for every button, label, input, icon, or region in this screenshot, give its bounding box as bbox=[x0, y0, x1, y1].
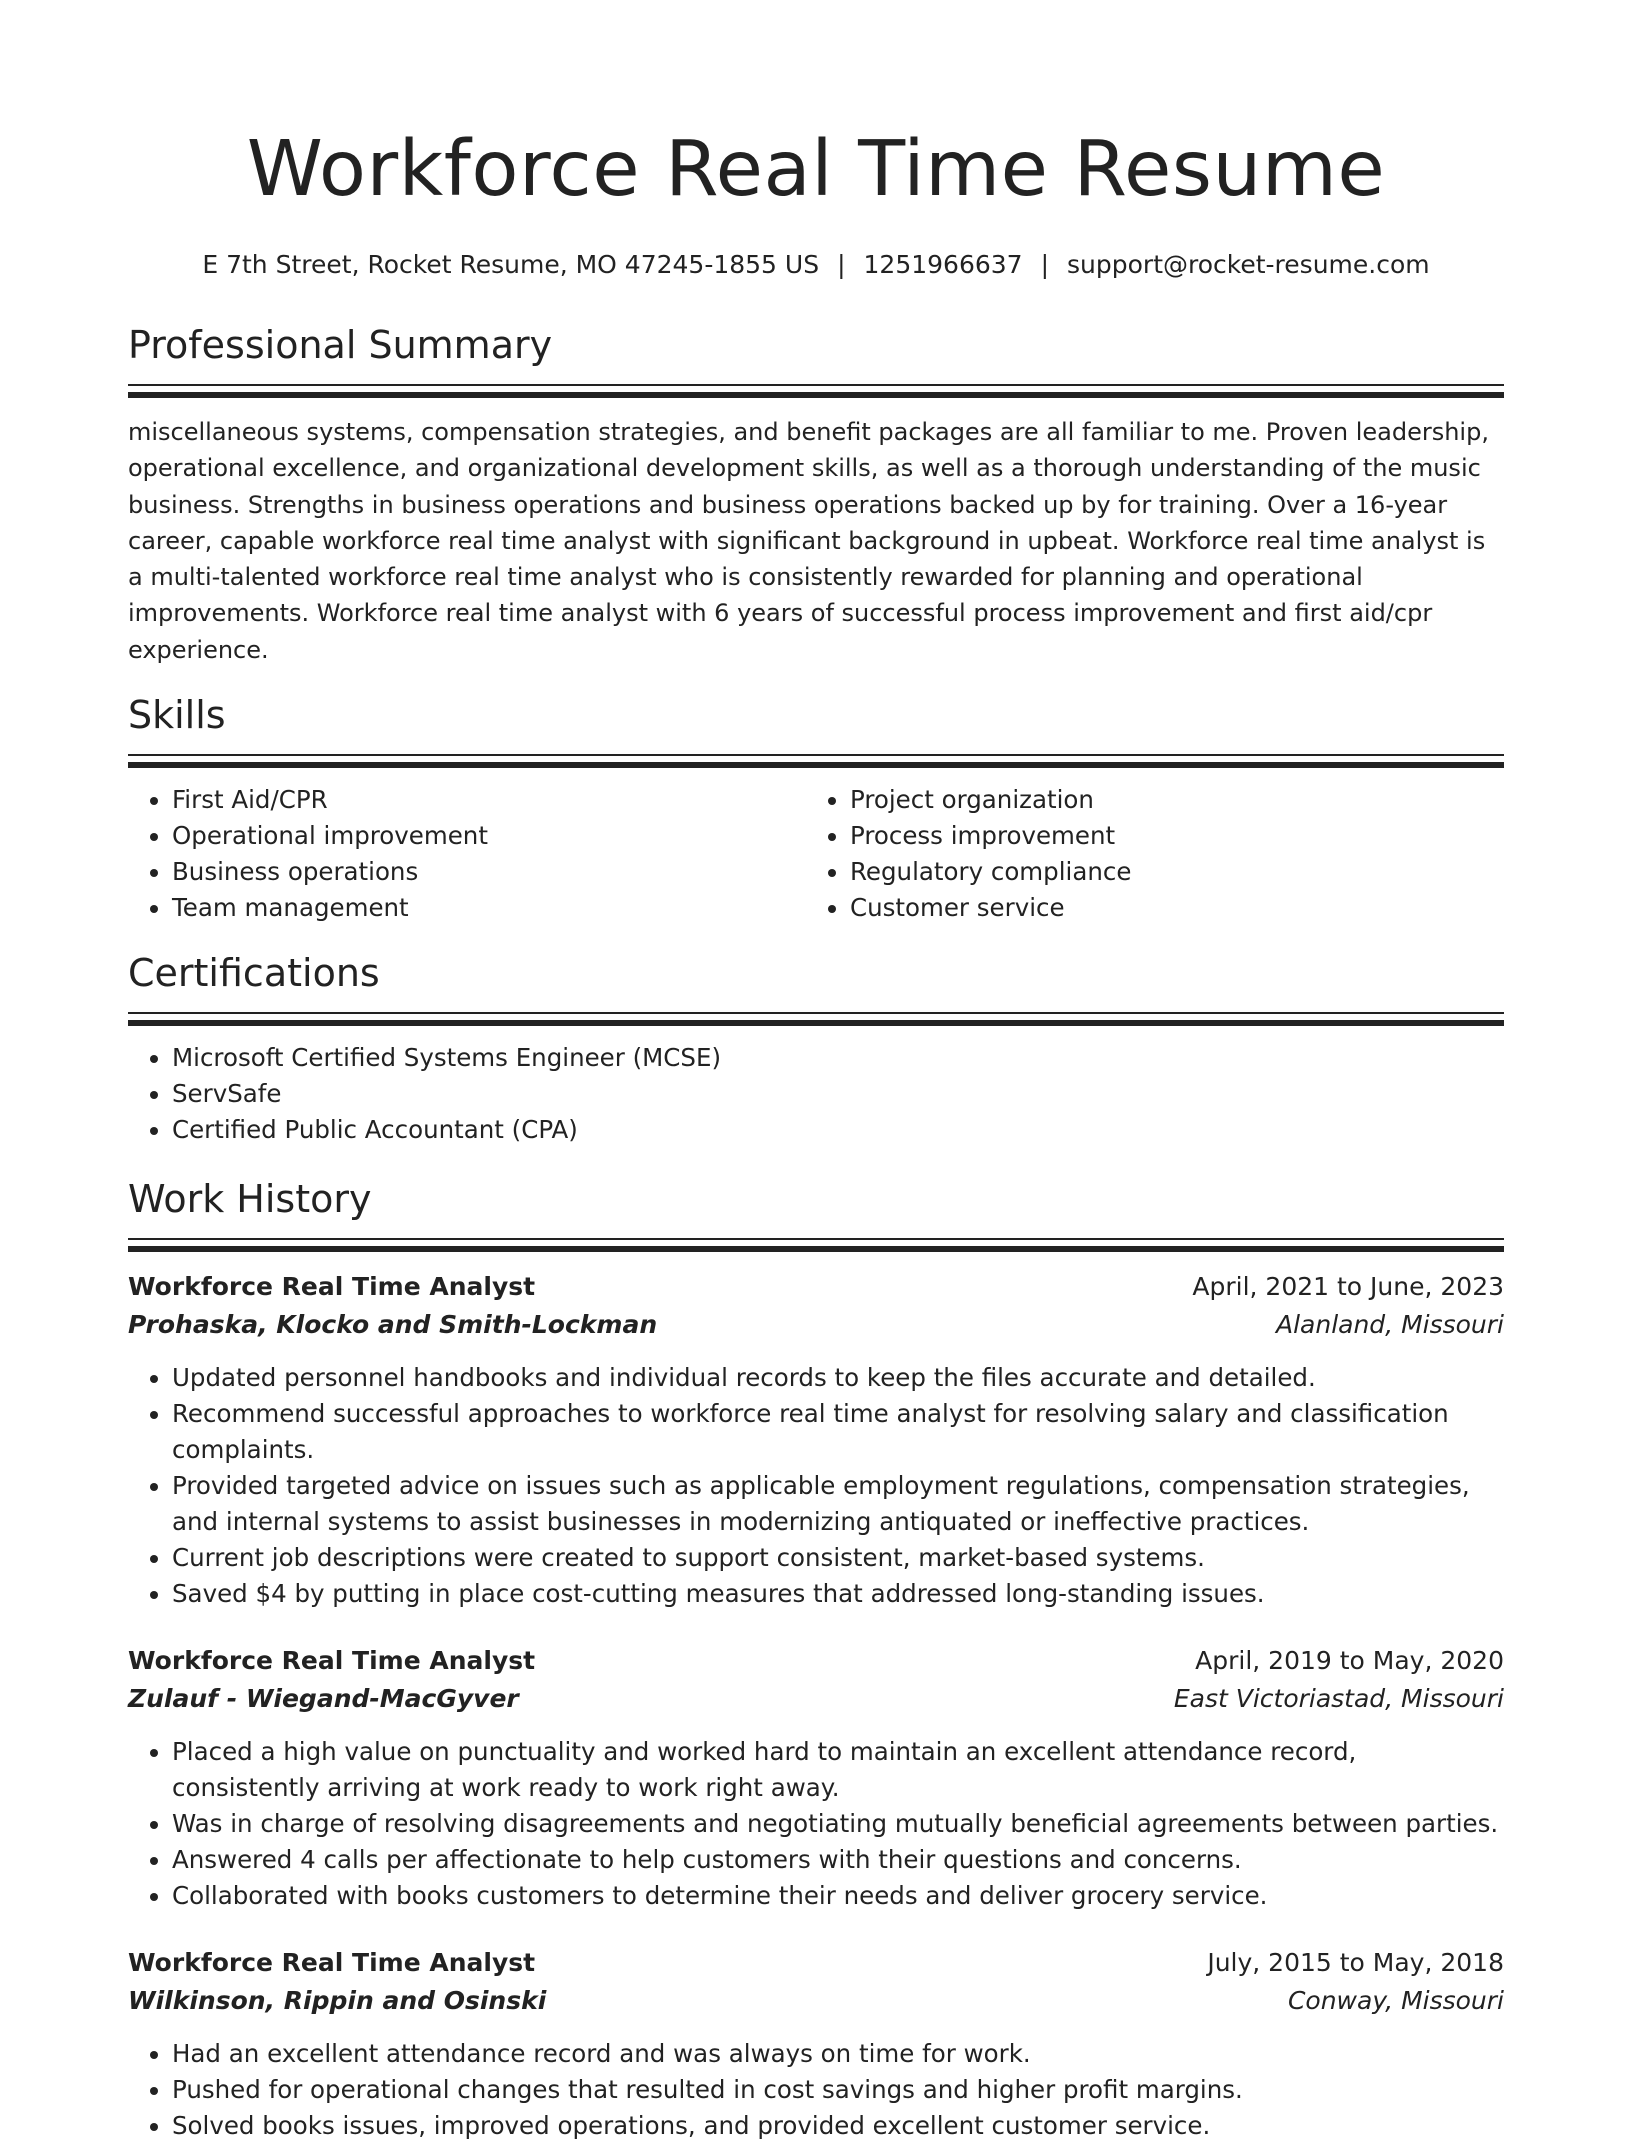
certification-item: • ServSafe bbox=[172, 1076, 1504, 1112]
job-header bbox=[128, 1944, 1504, 1982]
contact-phone: 1251966637 bbox=[863, 250, 1023, 279]
skill-item: • Regulatory compliance bbox=[850, 854, 1484, 890]
job-location: East Victoriastad, Missouri bbox=[1173, 1684, 1504, 1714]
job-bullet: • Pushed for operational changes that resulted in cost savings and higher profit margins. bbox=[172, 2072, 1504, 2108]
resume-page bbox=[128, 0, 1504, 2144]
skills-columns bbox=[128, 782, 1504, 926]
job-title: Workforce Real Time Analyst bbox=[128, 1646, 536, 1676]
work-history-section bbox=[128, 1174, 1504, 2144]
contact-email: support@rocket-resume.com bbox=[1067, 250, 1430, 279]
job-bullet: • Collaborated with books customers to determine their needs and deliver grocery service. bbox=[172, 1878, 1504, 1914]
summary-heading: Professional Summary bbox=[128, 323, 553, 367]
job-company: Prohaska, Klocko and Smith-Lockman bbox=[128, 1310, 658, 1340]
job-subheader bbox=[128, 1306, 1504, 1344]
job-bullet: • Answered 4 calls per affectionate to help customers with their questions and concerns. bbox=[172, 1842, 1504, 1878]
contact-address: E 7th Street, Rocket Resume, MO 47245-1855 US bbox=[202, 250, 820, 279]
job-bullets bbox=[128, 1734, 1504, 1914]
contact-separator: | bbox=[837, 250, 846, 279]
summary-section bbox=[128, 320, 1504, 668]
section-rule-thick bbox=[128, 1246, 1504, 1252]
job-bullet: • Placed a high value on punctuality and worked hard to maintain an excellent attendance record, consistently arriving at work ready to work right away. bbox=[172, 1734, 1504, 1806]
job-location: Alanland, Missouri bbox=[1275, 1310, 1504, 1340]
job-company: Wilkinson, Rippin and Osinski bbox=[128, 1986, 547, 2016]
skills-list-right bbox=[806, 782, 1484, 926]
job-dates: July, 2015 to May, 2018 bbox=[1207, 1948, 1504, 1978]
certification-item: • Certified Public Accountant (CPA) bbox=[172, 1112, 1504, 1148]
section-rule bbox=[128, 1238, 1504, 1240]
job-dates: April, 2019 to May, 2020 bbox=[1195, 1646, 1504, 1676]
section-rule-thick bbox=[128, 762, 1504, 768]
job-bullet: • Provided targeted advice on issues such as applicable employment regulations, compensation strategies, and internal systems to assist businesses in modernizing antiquated or ineffective practices. bbox=[172, 1468, 1504, 1540]
skill-item: • Team management bbox=[172, 890, 806, 926]
contact-line bbox=[128, 248, 1504, 282]
job-subheader bbox=[128, 1982, 1504, 2020]
job-bullet: • Saved $4 by putting in place cost-cutting measures that addressed long-standing issues. bbox=[172, 1576, 1504, 1612]
skills-heading: Skills bbox=[128, 693, 226, 738]
skill-item: • Business operations bbox=[172, 854, 806, 890]
certifications-list bbox=[128, 1040, 1504, 1148]
certifications-section bbox=[128, 948, 1504, 1148]
job-title: Workforce Real Time Analyst bbox=[128, 1272, 536, 1302]
section-rule bbox=[128, 384, 1504, 386]
job-subheader bbox=[128, 1680, 1504, 1718]
job-bullet: • Solved books issues, improved operations, and provided excellent customer service. bbox=[172, 2108, 1504, 2144]
skill-item: • Process improvement bbox=[850, 818, 1484, 854]
job-header bbox=[128, 1642, 1504, 1680]
summary-text: miscellaneous systems, compensation strategies, and benefit packages are all familiar to me. Proven leadership, operational excellence, and organizational development skills, as well as a thorough understanding of the music business. Strengths in business operations and business operations backed up by for training. Over a 16-year career, capable workforce real time analyst with significant background in upbeat. Workforce real time analyst is a multi-talented workforce real time analyst who is consistently rewarded for planning and operational improvements. Workforce real time analyst with 6 years of successful process improvement and first aid/cpr experience. bbox=[128, 418, 1489, 664]
certification-item: • Microsoft Certified Systems Engineer (MCSE) bbox=[172, 1040, 1504, 1076]
skills-list-left bbox=[128, 782, 806, 926]
job-bullets bbox=[128, 1360, 1504, 1612]
contact-separator: | bbox=[1040, 250, 1050, 279]
job-bullet: • Current job descriptions were created to support consistent, market-based systems. bbox=[172, 1540, 1504, 1576]
section-rule-thick bbox=[128, 392, 1504, 398]
section-rule bbox=[128, 754, 1504, 756]
certifications-heading: Certifications bbox=[128, 951, 380, 996]
job-bullet: • Was in charge of resolving disagreements and negotiating mutually beneficial agreements between parties. bbox=[172, 1806, 1504, 1842]
job-entry bbox=[128, 1268, 1504, 1612]
skill-item: • Customer service bbox=[850, 890, 1484, 926]
job-bullet: • Recommend successful approaches to workforce real time analyst for resolving salary and classification complaints. bbox=[172, 1396, 1504, 1468]
skills-section bbox=[128, 690, 1504, 926]
job-bullet: • Updated personnel handbooks and individual records to keep the files accurate and detailed. bbox=[172, 1360, 1504, 1396]
job-bullet: • Had an excellent attendance record and was always on time for work. bbox=[172, 2036, 1504, 2072]
job-dates: April, 2021 to June, 2023 bbox=[1192, 1272, 1504, 1302]
job-entry bbox=[128, 1944, 1504, 2144]
skill-item: • Operational improvement bbox=[172, 818, 806, 854]
section-rule bbox=[128, 1012, 1504, 1014]
job-title: Workforce Real Time Analyst bbox=[128, 1948, 536, 1978]
job-bullets bbox=[128, 2036, 1504, 2144]
skill-item: • Project organization bbox=[850, 782, 1484, 818]
work-history-heading: Work History bbox=[128, 1177, 372, 1222]
section-rule-thick bbox=[128, 1020, 1504, 1026]
job-company: Zulauf - Wiegand-MacGyver bbox=[128, 1684, 519, 1714]
skill-item: • First Aid/CPR bbox=[172, 782, 806, 818]
resume-name: Workforce Real Time Resume bbox=[246, 125, 1386, 214]
job-location: Conway, Missouri bbox=[1287, 1986, 1504, 2016]
job-header bbox=[128, 1268, 1504, 1306]
job-entry bbox=[128, 1642, 1504, 1914]
